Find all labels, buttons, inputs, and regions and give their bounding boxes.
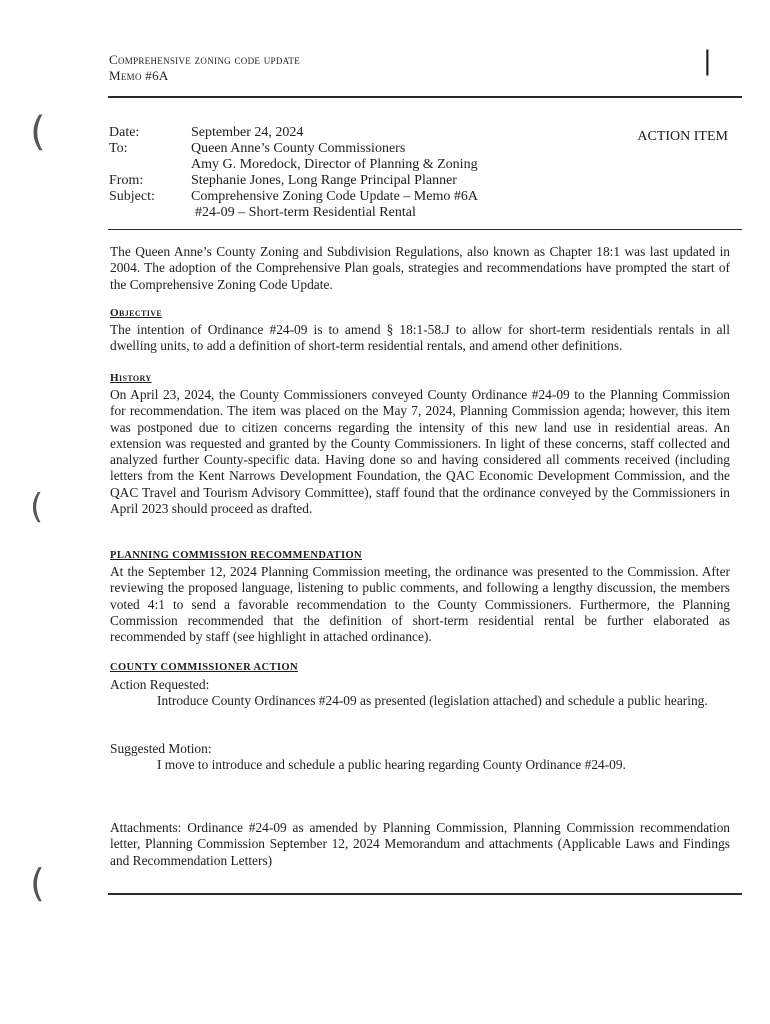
bottom-rule xyxy=(108,893,742,895)
to-label: To: xyxy=(109,141,128,156)
date-value: September 24, 2024 xyxy=(191,125,304,140)
meta-rule xyxy=(108,229,742,230)
to-value-director: Amy G. Moredock, Director of Planning & Zoning xyxy=(191,157,478,172)
action-requested-label: Action Requested: xyxy=(110,677,210,692)
binder-hole-mark-bottom: ( xyxy=(30,861,45,905)
suggested-motion-text: I move to introduce and schedule a public hearing regarding County Ordinance #24-09. xyxy=(157,757,626,772)
action-requested-text: Introduce County Ordinances #24-09 as presented (legislation attached) and schedule a public hearing. xyxy=(157,693,708,708)
date-label: Date: xyxy=(109,125,140,140)
memo-series-title: Comprehensive zoning code update xyxy=(109,52,301,67)
memo-number: Memo #6A xyxy=(109,68,169,83)
binder-hole-mark-middle: ( xyxy=(30,487,44,527)
to-value-commissioners: Queen Anne’s County Commissioners xyxy=(191,141,406,156)
subject-value: Comprehensive Zoning Code Update – Memo #6A xyxy=(191,189,478,204)
objective-paragraph: The intention of Ordinance #24-09 is to amend § 18:1-58.J to allow for short-term residentials rentals in all dwelling units, to add a definition of short-term residential rentals, and amend other definitions. xyxy=(110,322,730,354)
from-value: Stephanie Jones, Long Range Principal Planner xyxy=(191,173,457,188)
attachments-paragraph: Attachments: Ordinance #24-09 as amended by Planning Commission, Planning Commission recommendation letter, Planning Commission September 12, 2024 Memorandum and attachments (Applicable Laws and Findings and Recommendation Letters) xyxy=(110,820,730,868)
history-paragraph: On April 23, 2024, the County Commissioners conveyed County Ordinance #24-09 to the Planning Commission for recommendation. The item was placed on the May 7, 2024, Planning Commission agenda; however, this item was postponed due to citizen concerns regarding the intensity of this new land use in residential areas. An extension was requested and granted by the County Commissioners. In light of these concerns, staff collected and analyzed further County-specific data. Having done so and having considered all comments received (including letters from the Kent Narrows Development Foundation, the QAC Economic Development Commission, and the QAC Travel and Tourism Advisory Committee), staff found that the ordinance conveyed by the Commissioners in April 2023 should proceed as drafted. xyxy=(110,387,730,517)
from-label: From: xyxy=(109,173,144,188)
top-rule xyxy=(108,96,742,98)
planning-commission-paragraph: At the September 12, 2024 Planning Commission meeting, the ordinance was presented to the Commission. After reviewing the proposed language, listening to public comments, and following a lengthy discussion, the members voted 4:1 to send a favorable recommendation to the County Commissioners. Furthermore, the Planning Commission recommended that the definition of short-term residential rental be further elaborated as recommended by staff (see highlight in attached ordinance). xyxy=(110,564,730,645)
intro-paragraph: The Queen Anne’s County Zoning and Subdivision Regulations, also known as Chapter 18:1 was last updated in 2004. The adoption of the Comprehensive Plan goals, strategies and recommendations have prompted the start of the Comprehensive Zoning Code Update. xyxy=(110,244,730,292)
history-heading: History xyxy=(110,372,152,384)
county-action-heading: COUNTY COMMISSIONER ACTION xyxy=(110,662,298,673)
subject-value-ordinance: #24-09 – Short-term Residential Rental xyxy=(195,205,416,220)
corner-mark: | xyxy=(703,46,712,76)
subject-label: Subject: xyxy=(109,189,155,204)
binder-hole-mark-top: ( xyxy=(30,109,46,155)
objective-heading: Objective xyxy=(110,307,163,319)
suggested-motion-label: Suggested Motion: xyxy=(110,741,212,756)
action-item-label: ACTION ITEM xyxy=(637,129,728,144)
planning-commission-heading: PLANNING COMMISSION RECOMMENDATION xyxy=(110,550,362,561)
